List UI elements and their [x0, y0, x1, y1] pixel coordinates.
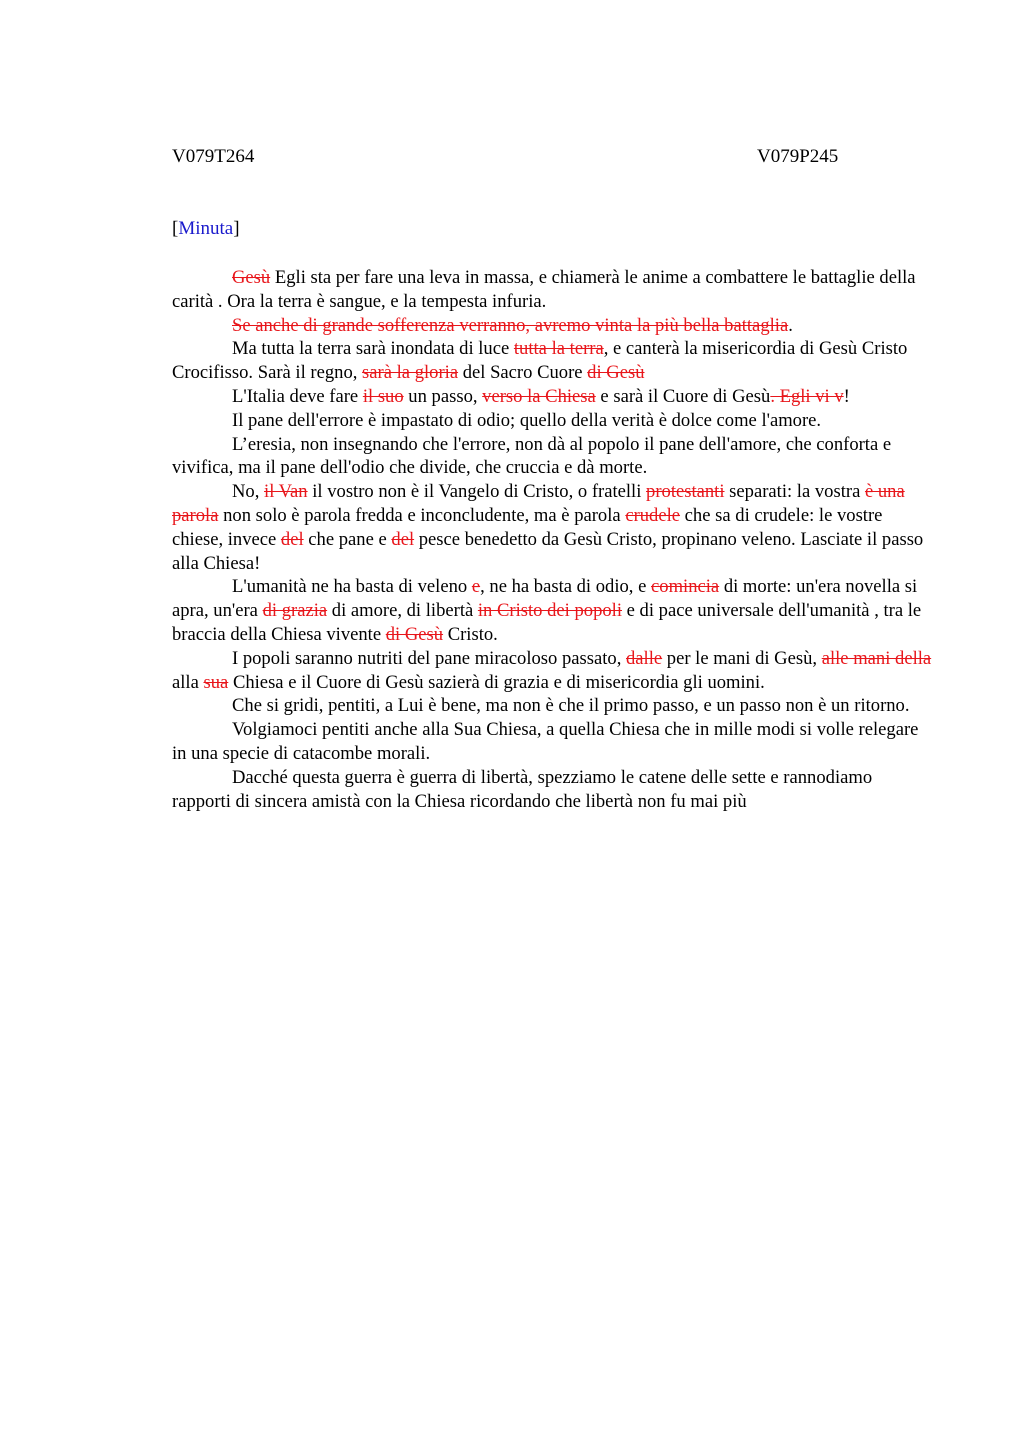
deleted-text: comincia: [651, 576, 720, 598]
text-run: Cristo.: [443, 623, 498, 645]
section-label: [172, 218, 240, 240]
text-run: il vostro non è il Vangelo di Cristo, o fratelli: [307, 481, 647, 503]
text-run: L’eresia, non insegnando che l'errore, non dà al popolo il pane dell'amore, che conforta e vivifica, ma il pane dell'odio che divide, che cruccia e dà morte.: [172, 433, 892, 479]
text-run: un passo,: [403, 385, 483, 407]
deleted-text: Se anche di grande sofferenza verranno, avremo vinta la più bella battaglia: [232, 314, 789, 336]
deleted-text: verso la Chiesa: [482, 385, 596, 407]
paragraph: [172, 266, 932, 314]
deleted-text: di grazia: [262, 600, 328, 622]
deleted-text: sua: [203, 671, 229, 693]
deleted-text: crudele: [625, 504, 681, 526]
paragraph: [172, 409, 932, 433]
text-run: non solo è parola fredda e inconcludente, ma è parola: [218, 504, 626, 526]
deleted-text: è una parola: [172, 481, 905, 526]
text-run: Chiesa e il Cuore di Gesù sazierà di grazia e di misericordia gli uomini.: [228, 671, 765, 693]
deleted-text: di Gesù: [385, 623, 444, 645]
deleted-text: tutta la terra: [513, 338, 604, 360]
text-run: pesce benedetto da Gesù Cristo, propinano veleno. Lasciate il passo alla Chiesa!: [172, 528, 924, 574]
text-run: I popoli saranno nutriti del pane miracoloso passato,: [232, 647, 626, 669]
text-run: Egli sta per fare una leva in massa, e chiamerà le anime a combattere le battaglie della carità . Ora la terra è sangue, e la tempesta infuria.: [172, 267, 916, 312]
deleted-text: in Cristo dei popoli: [477, 600, 622, 622]
deleted-text: del: [391, 528, 415, 550]
text-run: Dacché questa guerra è guerra di libertà, spezziamo le catene delle sette e rannodiamo rapporti di sincera amistà con la Chiesa ricordando che libertà non fu mai più: [172, 766, 873, 812]
paragraph: [172, 314, 932, 338]
text-run: Che si gridi, pentiti, a Lui è bene, ma non è che il primo passo, e un passo non è un ritorno.: [232, 695, 910, 717]
label-open-bracket: [: [172, 218, 179, 239]
deleted-text: e: [471, 576, 481, 598]
text-run: , ne ha basta di odio, e: [480, 576, 652, 598]
paragraph: [172, 433, 932, 481]
deleted-text: di Gesù: [587, 362, 645, 384]
paragraph: [172, 647, 932, 695]
text-run: di morte: un'era novella si apra, un'era: [172, 576, 918, 622]
deleted-text: del: [280, 528, 304, 550]
deleted-text: Gesù: [232, 267, 271, 288]
text-run: Volgiamoci pentiti anche alla Sua Chiesa, a quella Chiesa che in mille modi si volle relegare in una specie di catacombe morali.: [172, 719, 919, 764]
paragraph: [172, 385, 932, 409]
text-run: che sa di crudele: le vostre chiese, invece: [172, 504, 883, 550]
paragraph: [172, 718, 932, 766]
text-run: e di pace universale dell'umanità , tra le braccia della Chiesa vivente: [172, 600, 922, 645]
deleted-text: il Van: [264, 481, 308, 503]
header-left-code: V079T264: [172, 146, 255, 167]
text-run: alla: [172, 671, 204, 693]
paragraph: [172, 337, 932, 385]
minuta-link[interactable]: Minuta: [178, 218, 234, 239]
paragraph: [172, 766, 932, 814]
paragraph: [172, 575, 932, 646]
label-close-bracket: ]: [233, 218, 240, 239]
text-run: No,: [232, 481, 265, 503]
text-run: separati: la vostra: [724, 481, 865, 503]
text-run: Ma tutta la terra sarà inondata di luce: [232, 338, 514, 360]
paragraph: [172, 694, 932, 718]
header-right-code: V079P245: [757, 146, 839, 167]
text-run: L'umanità ne ha basta di veleno: [232, 576, 472, 598]
text-run: , e canterà la misericordia di Gesù Cristo Crocifisso. Sarà il regno,: [172, 338, 908, 384]
text-run: di amore, di libertà: [327, 600, 478, 622]
deleted-text: sarà la gloria: [362, 362, 459, 384]
text-run: L'Italia deve fare: [232, 385, 363, 407]
deleted-text: . Egli vi v: [770, 385, 844, 407]
text-run: e sarà il Cuore di Gesù: [595, 385, 771, 407]
deleted-text: il suo: [362, 385, 404, 407]
deleted-text: dalle: [626, 647, 663, 669]
document-body: [172, 266, 932, 813]
text-run: che pane e: [303, 528, 392, 550]
text-run: Il pane dell'errore è impastato di odio; quello della verità è dolce come l'amore.: [232, 409, 822, 431]
text-run: .: [788, 314, 793, 336]
text-run: per le mani di Gesù,: [662, 647, 822, 669]
text-run: !: [843, 385, 850, 407]
deleted-text: alle mani della: [821, 647, 932, 669]
text-run: del Sacro Cuore: [458, 362, 588, 384]
paragraph: [172, 480, 932, 575]
deleted-text: protestanti: [646, 481, 725, 503]
